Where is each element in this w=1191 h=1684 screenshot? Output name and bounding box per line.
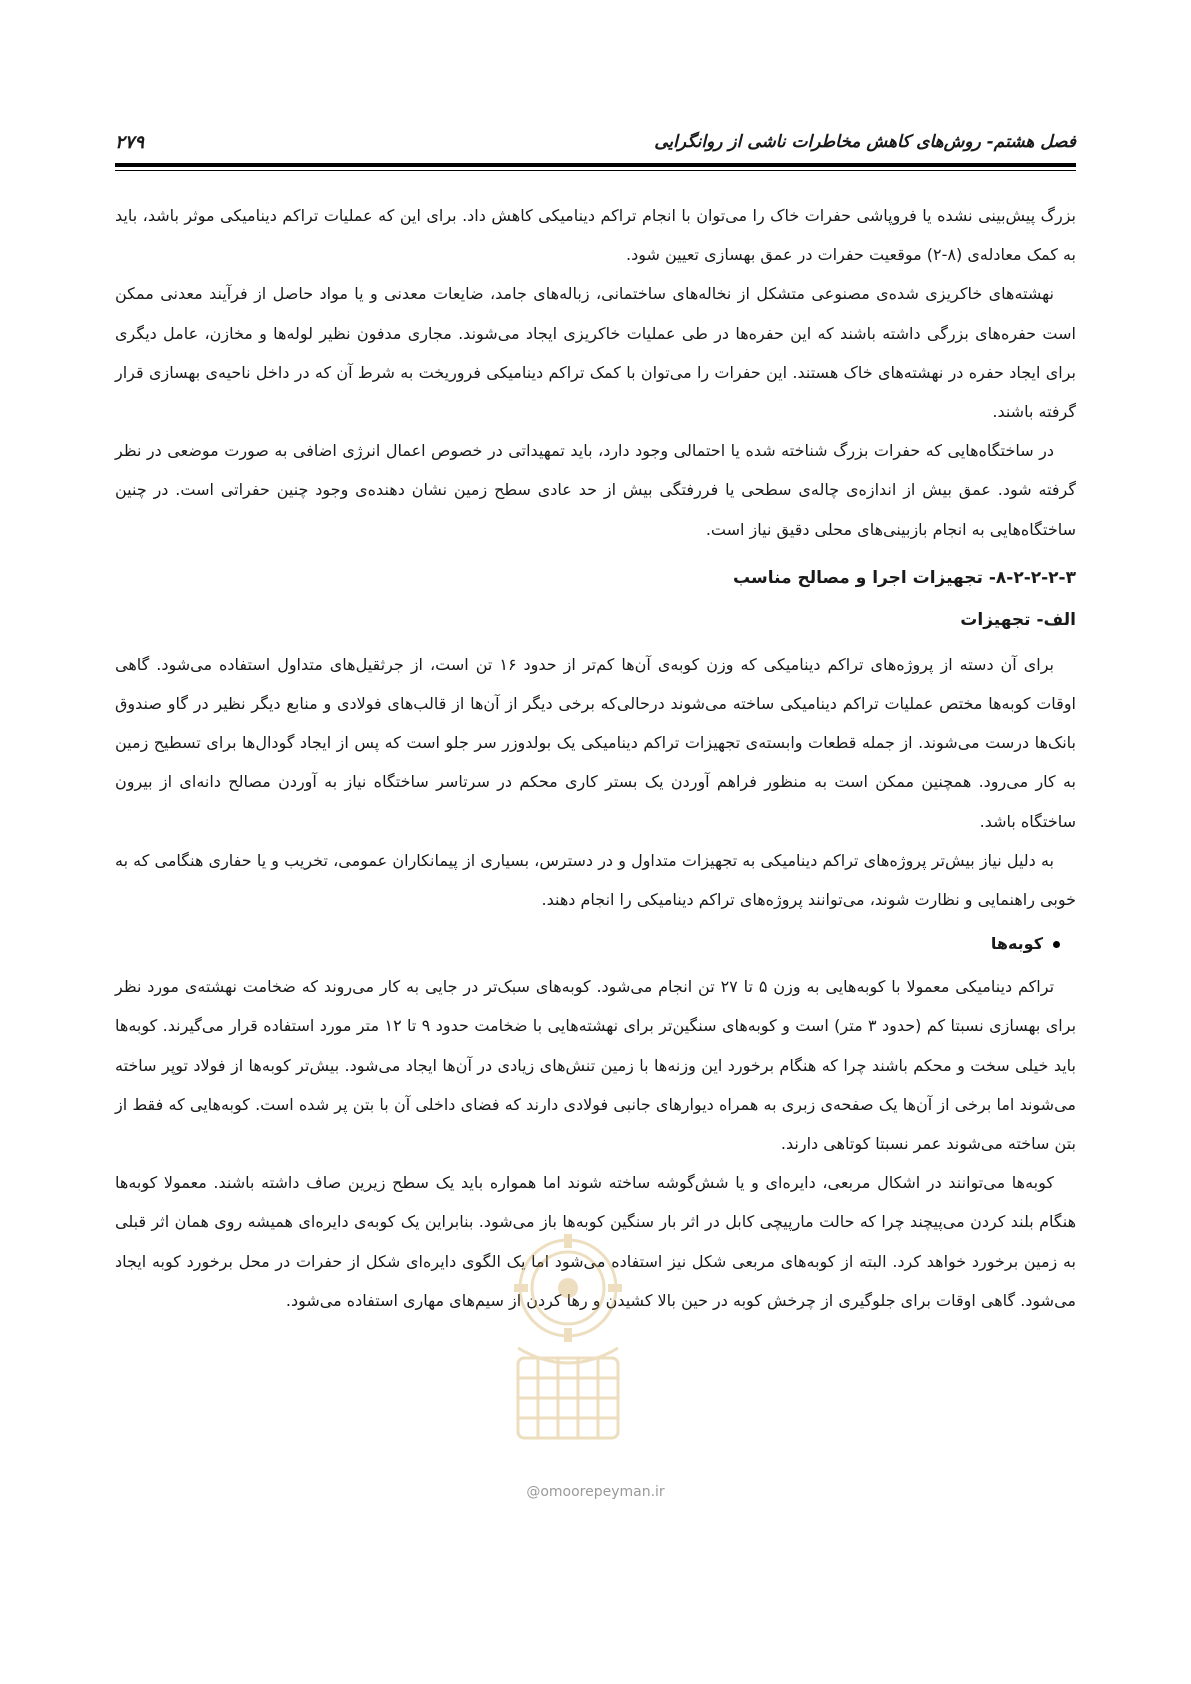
subsection-heading: الف- تجهیزات: [960, 609, 1076, 630]
page-header: [115, 128, 1076, 168]
page-body: [115, 196, 1076, 1320]
bullet-heading-label: کوبه‌ها: [990, 934, 1043, 954]
paragraph: برای آن دسته از پروژه‌های تراکم دینامیکی که وزن کوبه‌ی آن‌ها کم‌تر از حدود ۱۶ تن است، از جرثقیل‌های متداول استفاده می‌شود. گاهی اوقات کوبه‌ها مختص عملیات تراکم دینامیکی ساخته می‌شوند درحالی‌که برخی دیگر از آن‌ها از قالب‌های فولادی و منابع دیگر نظیر در گاو صندوق بانک‌ها درست می‌شوند. از جمله قطعات وابسته‌ی تجهیزات تراکم دینامیکی یک بولدوزر سر جلو است که پس از ایجاد گودال‌ها برای تسطیح زمین به کار می‌رود. همچنین ممکن است به منظور فراهم آوردن یک بستر کاری محکم در سرتاسر ساختگاه نیاز به آوردن مصالح دانه‌ای از بیرون ساختگاه باشد.: [115, 654, 1076, 831]
paragraph: در ساختگاه‌هایی که حفرات بزرگ شناخته شده یا احتمالی وجود دارد، باید تمهیداتی در خصوص اعمال انرژی اضافی به صورت موضعی در نظر گرفته شود. عمق بیش از اندازه‌ی چاله‌ی سطحی یا فررفتگی بیش از حد عادی سطح زمین نشان دهنده‌ی وجود چنین حفراتی است. در چنین ساختگاه‌هایی به انجام بازبینی‌های محلی دقیق نیاز است.: [115, 441, 1076, 539]
bullet-icon: [1053, 941, 1060, 948]
header-rule-thin: [115, 170, 1076, 171]
paragraph: نهشته‌های خاکریزی شده‌ی مصنوعی متشکل از نخاله‌های ساختمانی، زباله‌های جامد، ضایعات معدنی و یا مواد حاصل از فرآیند معدنی ممکن است حفره‌های بزرگی داشته باشند که این حفره‌ها در طی عملیات خاکریزی ایجاد می‌شوند. مجاری مدفون نظیر لوله‌ها و مخازن، عامل دیگری برای ایجاد حفره در نهشته‌های خاک هستند. این حفرات را می‌توان با کمک تراکم دینامیکی فروریخت به شرط آن که در داخل ناحیه‌ی بهسازی قرار گرفته باشند.: [115, 284, 1076, 422]
paragraph: بزرگ پیش‌بینی نشده یا فروپاشی حفرات خاک را می‌توان با انجام تراکم دینامیکی کاهش داد. برای این که عملیات تراکم دینامیکی موثر باشد، باید به کمک معادله‌ی (۸-۲) موقعیت حفرات در عمق بهسازی تعیین شود.: [115, 206, 1076, 265]
bullet-heading: [115, 929, 1076, 959]
header-rule-thick: [115, 163, 1076, 167]
running-title: فصل هشتم- روش‌های کاهش مخاطرات ناشی از روانگرایی: [654, 132, 1076, 152]
paragraph: تراکم دینامیکی معمولا با کوبه‌هایی به وزن ۵ تا ۲۷ تن انجام می‌شود. کوبه‌های سبک‌تر در جایی به کار می‌روند که ضخامت نهشته‌ی مورد نظر برای بهسازی نسبتا کم (حدود ۳ متر) است و کوبه‌های سنگین‌تر برای نهشته‌هایی با ضخامت حدود ۹ تا ۱۲ متر مورد استفاده قرار می‌گیرند. کوبه‌ها باید خیلی سخت و محکم باشند چرا که هنگام برخورد این وزنه‌ها با زمین تنش‌های زیادی در آن‌ها ایجاد می‌شود. بیش‌تر کوبه‌ها از فولاد توپر ساخته می‌شوند اما برخی از آن‌ها یک صفحه‌ی زبری به همراه دیوارهای جانبی فولادی دارند که فضای داخلی آن با بتن پر شده است. کوبه‌هایی که فقط از بتن ساخته می‌شوند عمر نسبتا کوتاهی دارند.: [115, 977, 1077, 1154]
publisher-seal-icon: [478, 1228, 658, 1458]
paragraph: کوبه‌ها می‌توانند در اشکال مربعی، دایره‌ای و یا شش‌گوشه ساخته شوند اما همواره باید یک سطح زیرین صاف داشته باشند. معمولا کوبه‌ها هنگام بلند کردن می‌پیچند چرا که حالت مارپیچی کابل در اثر بار سنگین کوبه‌ها باز می‌شود. بنابراین یک کوبه‌ی دایره‌ای همیشه روی همان اثر قبلی به زمین برخورد خواهد کرد. البته از کوبه‌های مربعی شکل نیز استفاده می‌شود اما یک الگوی دایره‌ای شکل از حفرات در محل برخورد کوبه ایجاد می‌شود. گاهی اوقات برای جلوگیری از چرخش کوبه در حین بالا کشیدن و رها کردن از سیم‌های مهاری استفاده می‌شود.: [115, 1173, 1076, 1310]
watermark-site: @omoorepeyman.ir: [526, 1484, 665, 1500]
page-number: ۲۷۹: [115, 132, 145, 153]
paragraph: به دلیل نیاز بیش‌تر پروژه‌های تراکم دینامیکی به تجهیزات متداول و در دسترس، بسیاری از پیمانکاران عمومی، تخریب و یا حفاری هنگامی که به خوبی راهنمایی و نظارت شوند، می‌توانند پروژه‌های تراکم دینامیکی را انجام دهند.: [115, 850, 1076, 910]
section-heading: ۸-۲-۲-۲-۳- تجهیزات اجرا و مصالح مناسب: [733, 567, 1076, 588]
